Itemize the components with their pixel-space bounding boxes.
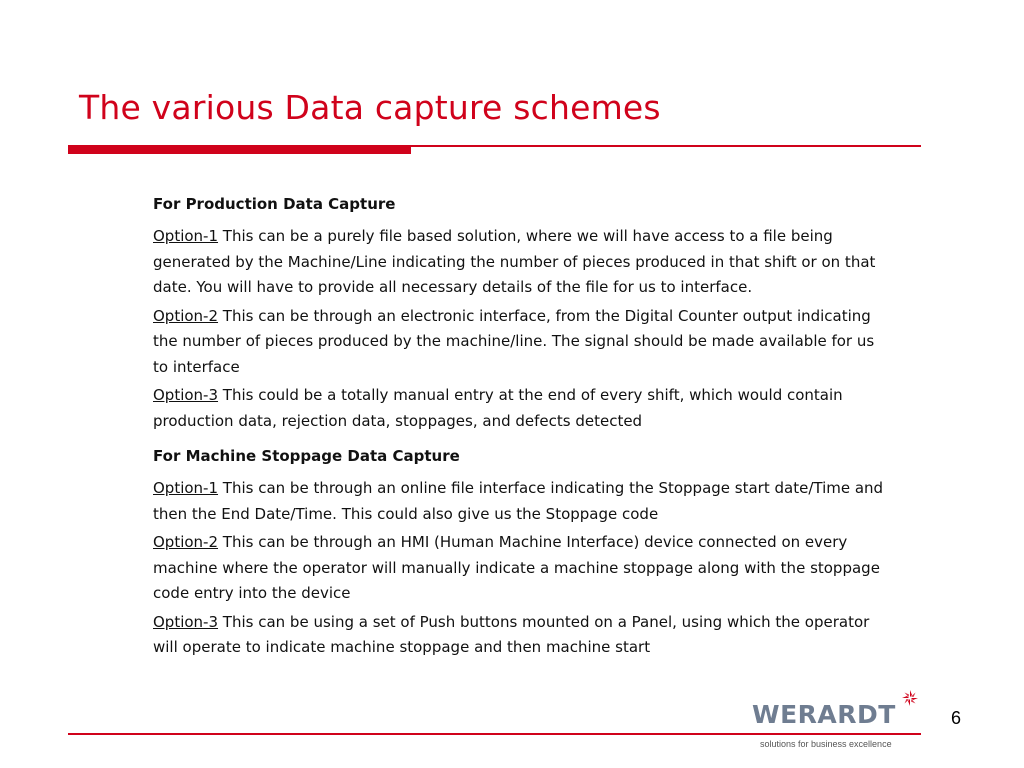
option-text: This can be through an HMI (Human Machine Interface) device connected on every machine where the operator will manually indicate a machine stoppage along with the stoppage code entry into the device [153,533,880,602]
option-text: This can be a purely file based solution, where we will have access to a file being generated by the Machine/Line indicating the number of pieces produced in that shift or on that date. You will have to provide all necessary details of the file for us to interface. [153,227,876,296]
option-label: Option-1 [153,479,219,497]
production-option-1 [153,224,893,301]
option-text: This can be through an electronic interface, from the Digital Counter output indicating the number of pieces produced by the machine/line. The signal should be made available for us to interface [153,306,875,376]
stoppage-option-1 [153,476,893,527]
footer-rule [68,733,921,735]
option-text: This could be a totally manual entry at the end of every shift, which would contain production data, rejection data, stoppages, and defects detected [153,386,843,430]
section-heading-stoppage: For Machine Stoppage Data Capture [153,447,460,465]
option-label: Option-1 [153,227,219,245]
section-heading-production: For Production Data Capture [153,195,396,213]
slide-title: The various Data capture schemes [79,88,661,127]
option-label: Option-2 [153,533,219,551]
slide-body [153,192,893,664]
logo-wordmark: WERARDT [752,700,896,729]
logo-tagline: solutions for business excellence [760,739,892,749]
stoppage-option-2 [153,530,893,607]
option-text: This can be through an online file interface indicating the Stoppage start date/Time and then the End Date/Time. This could also give us the Stoppage code [153,479,884,523]
option-label: Option-3 [153,386,219,404]
production-option-3 [153,383,893,434]
title-underline-accent [68,145,411,154]
option-text: This can be using a set of Push buttons mounted on a Panel, using which the operator will operate to indicate machine stoppage and then machine start [153,612,870,656]
werardt-logo [752,688,922,728]
option-label: Option-2 [153,306,219,325]
stoppage-option-3 [153,610,893,661]
option-label: Option-3 [153,612,219,631]
page-number: 6 [951,708,962,728]
red-pinwheel-icon [900,688,920,708]
production-option-2 [153,304,893,381]
